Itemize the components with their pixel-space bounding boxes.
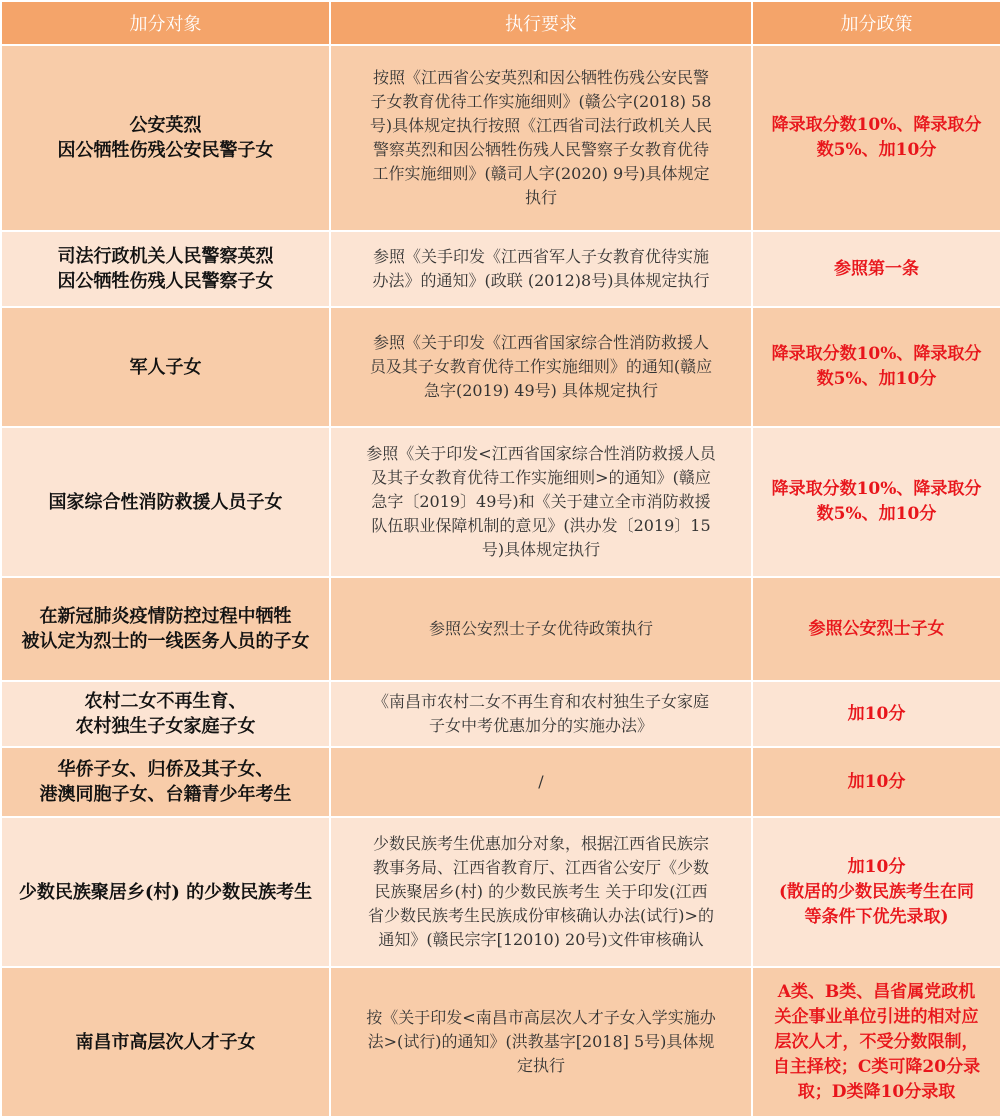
policy-cell-line: 层次人才，不受分数限制， [774, 1031, 979, 1052]
policy-cell-line: 加10分 [847, 771, 906, 792]
target-cell-line: 农村独生子女家庭子女 [75, 716, 256, 737]
requirement-cell [330, 45, 752, 231]
target-cell-line: 农村二女不再生育、 [84, 691, 247, 712]
requirement-cell-line: 民族聚居乡(村) 的少数民族考生 关于印发(江西 [374, 882, 708, 901]
target-cell [1, 45, 330, 231]
header-requirement: 执行要求 [330, 1, 752, 45]
requirement-cell [330, 577, 752, 681]
target-cell [1, 817, 330, 967]
table-row [1, 427, 1000, 577]
requirement-cell [330, 307, 752, 427]
table-row [1, 747, 1000, 817]
table-row [1, 307, 1000, 427]
target-cell-line: 被认定为烈士的一线医务人员的子女 [21, 631, 310, 652]
target-cell-line: 因公牺牲伤残人民警察子女 [57, 271, 274, 292]
requirement-cell-line: 少数民族考生优惠加分对象，根据江西省民族宗 [372, 834, 709, 853]
policy-cell [752, 231, 1000, 307]
policy-cell [752, 967, 1000, 1117]
policy-cell [752, 747, 1000, 817]
requirement-cell-line: 急字(2019) 49号) 具体规定执行 [424, 381, 658, 400]
requirement-cell [330, 967, 752, 1117]
requirement-cell-line: 员及其子女教育优待工作实施细则》的通知(赣应 [369, 357, 713, 376]
requirement-cell-line: 执行 [524, 188, 557, 207]
requirement-cell [330, 817, 752, 967]
policy-cell-line: A类、B类、昌省属党政机 [777, 981, 976, 1002]
requirement-cell-line: 号)具体规定执行按照《江西省司法行政机关人民 [369, 116, 713, 135]
policy-cell [752, 45, 1000, 231]
policy-cell [752, 681, 1000, 747]
target-cell [1, 681, 330, 747]
requirement-cell-line: 及其子女教育优待工作实施细则>的通知》(赣应 [371, 468, 711, 487]
target-cell-line: 南昌市高层次人才子女 [75, 1031, 256, 1053]
requirement-cell-line: 参照公安烈士子女优待政策执行 [428, 619, 653, 638]
policy-cell-line: 降录取分数10%、降录取分 [771, 115, 982, 135]
header-target: 加分对象 [1, 1, 330, 45]
table-row [1, 577, 1000, 681]
policy-cell-line: 参照公安烈士子女 [808, 618, 945, 639]
policy-cell-line: 参照第一条 [834, 258, 919, 279]
policy-cell-line: 等条件下优先录取) [804, 906, 949, 927]
requirement-cell-line: 急字〔2019〕49号)和《关于建立全市消防救援 [371, 492, 711, 511]
policy-cell [752, 577, 1000, 681]
target-cell-line: 公安英烈 [129, 115, 202, 136]
table-row [1, 967, 1000, 1117]
requirement-cell-line: 子女中考优惠加分的实施办法》 [428, 716, 653, 735]
requirement-cell-line: 按《关于印发<南昌市高层次人才子女入学实施办 [366, 1008, 716, 1027]
policy-cell-line: 降录取分数10%、降录取分 [771, 479, 982, 499]
target-cell-line: 在新冠肺炎疫情防控过程中牺牲 [39, 606, 292, 627]
target-cell-line: 国家综合性消防救援人员子女 [48, 491, 283, 513]
requirement-cell [330, 681, 752, 747]
target-cell [1, 577, 330, 681]
requirement-cell-line: 《南昌市农村二女不再生育和农村独生子女家庭 [372, 692, 709, 711]
target-cell [1, 427, 330, 577]
policy-cell-line: (散居的少数民族考生在同 [778, 881, 975, 902]
requirement-cell-line: 参照《关于印发<江西省国家综合性消防救援人员 [366, 444, 716, 463]
requirement-cell-line: 警察英烈和因公牺牲伤残人民警察子女教育优待 [372, 140, 709, 159]
requirement-cell-line: 定执行 [516, 1056, 565, 1075]
table-row [1, 681, 1000, 747]
policy-cell-line: 关企事业单位引进的相对应 [774, 1006, 979, 1027]
requirement-cell-line: 按照《江西省公安英烈和因公牺牲伤残公安民警 [372, 68, 709, 87]
requirement-cell-line: 参照《关于印发《江西省国家综合性消防救援人 [372, 333, 709, 352]
header-row [1, 1, 1000, 45]
requirement-cell [330, 427, 752, 577]
requirement-cell-line: 队伍职业保障机制的意见》(洪办发〔2019〕15 [371, 516, 711, 535]
requirement-cell-line: 法>(试行)的通知》(洪教基字[2018] 5号)具体规 [367, 1032, 715, 1051]
target-cell-line: 司法行政机关人民警察英烈 [57, 246, 274, 267]
table-row [1, 817, 1000, 967]
target-cell [1, 307, 330, 427]
requirement-cell-line: 教事务局、江西省教育厅、江西省公安厅《少数 [372, 858, 709, 877]
requirement-cell-line: 参照《关手印发《江西省军人子女教育优待实施 [372, 247, 709, 266]
requirement-cell [330, 231, 752, 307]
target-cell [1, 231, 330, 307]
target-cell-line: 港澳同胞子女、台籍青少年考生 [39, 784, 292, 805]
requirement-cell-line: 省少数民族考生民族成份审核确认办法(试行)>的 [368, 906, 714, 925]
requirement-cell-line: 子女教育优待工作实施细则》(赣公字(2018) 58 [370, 92, 712, 111]
requirement-cell-line: 通知》(赣民宗字[12010) 20号)文件审核确认 [378, 930, 704, 949]
policy-cell [752, 817, 1000, 967]
policy-cell-line: 数5%、加10分 [816, 504, 937, 524]
policy-cell-line: 数5%、加10分 [816, 369, 937, 389]
policy-cell-line: 加10分 [847, 856, 906, 877]
policy-cell-line: 自主择校；C类可降20分录 [772, 1056, 981, 1077]
target-cell-line: 少数民族聚居乡(村) 的少数民族考生 [18, 881, 313, 903]
target-cell-line: 因公牺牲伤残公安民警子女 [57, 140, 274, 161]
table-row [1, 231, 1000, 307]
requirement-cell-line: 办法》的通知》(政联 (2012)8号)具体规定执行 [372, 271, 710, 290]
requirement-cell-line: 工作实施细则》(赣司人字(2020) 9号)具体规定 [372, 164, 710, 183]
policy-cell [752, 427, 1000, 577]
requirement-cell-line: / [538, 772, 544, 791]
policy-cell-line: 加10分 [847, 703, 906, 724]
requirement-cell-line: 号)具体规定执行 [481, 540, 601, 559]
requirement-cell [330, 747, 752, 817]
policy-cell-line: 数5%、加10分 [816, 140, 937, 160]
target-cell-line: 华侨子女、归侨及其子女、 [57, 759, 274, 780]
policy-cell [752, 307, 1000, 427]
target-cell-line: 军人子女 [129, 356, 202, 378]
policy-cell-line: 降录取分数10%、降录取分 [771, 344, 982, 364]
table-row [1, 45, 1000, 231]
target-cell [1, 967, 330, 1117]
policy-cell-line: 取；D类降10分录取 [797, 1081, 956, 1102]
target-cell [1, 747, 330, 817]
header-policy: 加分政策 [752, 1, 1000, 45]
